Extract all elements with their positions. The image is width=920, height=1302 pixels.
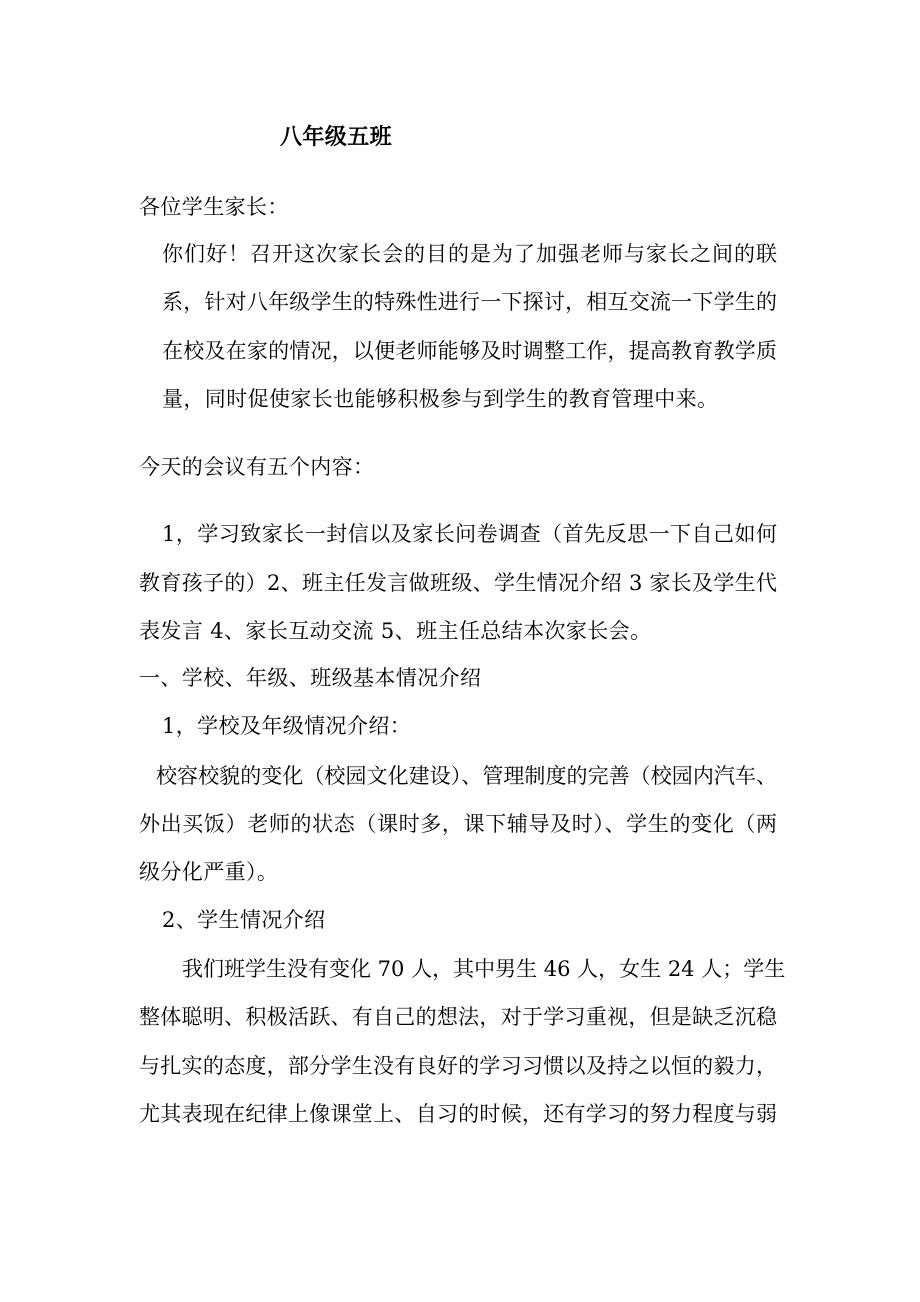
document-title: 八年级五班 [280,124,393,150]
body-line: 尤其表现在纪律上像课堂上、自习的时候，还有学习的努力程度与弱 [139,1102,777,1126]
section-heading: 一、学校、年级、班级基本情况介绍 [139,666,482,690]
intro-line: 你们好！召开这次家长会的目的是为了加强老师与家长之间的联 [162,242,777,266]
subsection-heading: 1，学校及年级情况介绍： [162,714,412,738]
intro-line: 在校及在家的情况，以便老师能够及时调整工作，提高教育教学质 [162,339,777,363]
agenda-line: 表发言 4、家长互动交流 5、班主任总结本次家长会。 [139,619,652,643]
intro-line: 量，同时促使家长也能够积极参与到学生的教育管理中来。 [162,387,719,411]
body-line: 校容校貌的变化（校园文化建设）、管理制度的完善（校园内汽车、 [156,764,777,788]
body-line: 级分化严重）。 [139,860,279,884]
subsection-heading: 2、学生情况介绍 [162,908,326,932]
body-line: 整体聪明、积极活跃、有自己的想法，对于学习重视，但是缺乏沉稳 [139,1005,777,1029]
body-line: 与扎实的态度，部分学生没有良好的学习习惯以及持之以恒的毅力， [139,1054,777,1078]
intro-line: 系，针对八年级学生的特殊性进行一下探讨，相互交流一下学生的 [162,290,777,314]
salutation: 各位学生家长： [139,195,289,219]
agenda-line: 教育孩子的）2、班主任发言做班级、学生情况介绍 3 家长及学生代 [139,571,777,595]
agenda-line: 1，学习致家长一封信以及家长问卷调查（首先反思一下自己如何 [162,522,777,546]
body-line: 我们班学生没有变化 70 人，其中男生 46 人，女生 24 人；学生 [182,957,786,981]
agenda-heading: 今天的会议有五个内容： [139,455,375,479]
body-line: 外出买饭）老师的状态（课时多，课下辅导及时）、学生的变化（两 [139,812,777,836]
